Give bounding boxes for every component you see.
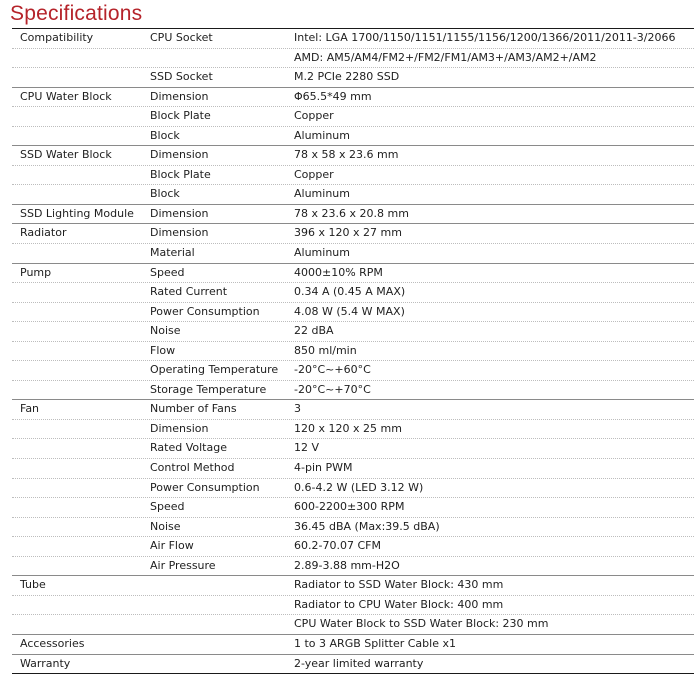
- spec-row: [12, 380, 694, 400]
- spec-value: 22 dBA: [294, 324, 334, 338]
- spec-label: Block: [150, 128, 180, 142]
- spec-section-label: [12, 518, 150, 537]
- spec-label: Flow: [150, 343, 176, 357]
- spec-section-label: [12, 439, 150, 458]
- spec-row: [12, 67, 694, 87]
- spec-label: [150, 635, 294, 654]
- spec-row: [12, 595, 694, 615]
- spec-group: [12, 576, 694, 635]
- spec-value: 12 V: [294, 441, 320, 455]
- spec-section-label: Compatibility: [20, 31, 94, 44]
- spec-label: [150, 596, 294, 615]
- spec-group: [12, 205, 694, 225]
- spec-row: [12, 302, 694, 322]
- spec-label: Block Plate: [150, 167, 211, 181]
- spec-label: Noise: [150, 324, 181, 338]
- spec-row: [12, 205, 694, 224]
- spec-label: Speed: [150, 500, 185, 514]
- spec-row: [12, 88, 694, 107]
- spec-value: 600-2200±300 RPM: [294, 500, 405, 514]
- spec-section-label: [12, 244, 150, 263]
- spec-label: Dimension: [150, 148, 209, 162]
- spec-section-label: [12, 49, 150, 68]
- spec-section-label: [12, 557, 150, 576]
- spec-section-label: Fan: [20, 402, 40, 416]
- spec-group: [12, 88, 694, 147]
- spec-section-label: [12, 283, 150, 302]
- spec-label: Air Flow: [150, 539, 194, 553]
- spec-row: [12, 341, 694, 361]
- spec-value: -20°C~+70°C: [294, 382, 371, 396]
- spec-label: Block Plate: [150, 109, 211, 123]
- spec-value: 36.45 dBA (Max:39.5 dBA): [294, 519, 440, 533]
- spec-value: 850 ml/min: [294, 343, 357, 357]
- spec-section-label: [12, 68, 150, 87]
- spec-row: [12, 106, 694, 126]
- spec-label: [150, 655, 294, 674]
- spec-label: [150, 576, 294, 595]
- specifications-table: [12, 28, 694, 674]
- spec-group: [12, 224, 694, 263]
- spec-value: 0.34 A (0.45 A MAX): [294, 285, 406, 299]
- spec-value: 2-year limited warranty: [294, 656, 424, 670]
- spec-row: [12, 576, 694, 595]
- spec-label: Dimension: [150, 226, 209, 240]
- spec-group: [12, 146, 694, 205]
- spec-row: [12, 497, 694, 517]
- spec-section-label: Tube: [20, 578, 46, 592]
- spec-row: [12, 635, 694, 654]
- spec-section-label: [12, 596, 150, 615]
- spec-section-label: CPU Water Block: [20, 89, 112, 103]
- spec-label: Speed: [150, 265, 185, 279]
- spec-row: [12, 282, 694, 302]
- spec-section-label: [12, 185, 150, 204]
- spec-section-label: SSD Lighting Module: [20, 206, 134, 220]
- spec-value: Intel: LGA 1700/1150/1151/1155/1156/1200/1366/2011/2011-3/2066: [294, 31, 676, 44]
- spec-value: 120 x 120 x 25 mm: [294, 421, 402, 435]
- spec-value: Copper: [294, 167, 334, 181]
- spec-group: [12, 264, 694, 401]
- page-title: Specifications: [10, 2, 143, 25]
- spec-group: [12, 655, 694, 674]
- spec-row: [12, 655, 694, 674]
- spec-label: Operating Temperature: [150, 363, 279, 377]
- spec-label: Dimension: [150, 206, 209, 220]
- spec-label: Rated Voltage: [150, 441, 227, 455]
- spec-row: [12, 478, 694, 498]
- spec-section-label: [12, 303, 150, 322]
- spec-row: [12, 556, 694, 576]
- spec-section-label: Warranty: [20, 656, 71, 670]
- spec-label: Block: [150, 187, 180, 201]
- spec-section-label: [12, 107, 150, 126]
- spec-value: AMD: AM5/AM4/FM2+/FM2/FM1/AM3+/AM3/AM2+/AM2: [294, 50, 597, 64]
- spec-row: [12, 165, 694, 185]
- spec-value: 60.2-70.07 CFM: [294, 539, 381, 553]
- spec-row: [12, 400, 694, 419]
- spec-row: [12, 438, 694, 458]
- spec-value: Φ65.5*49 mm: [294, 89, 372, 103]
- spec-label: Number of Fans: [150, 402, 237, 416]
- spec-group: [12, 400, 694, 576]
- spec-value: Radiator to SSD Water Block: 430 mm: [294, 578, 504, 592]
- spec-group: [12, 635, 694, 655]
- spec-value: Radiator to CPU Water Block: 400 mm: [294, 597, 504, 611]
- spec-label: Dimension: [150, 421, 209, 435]
- spec-label: SSD Socket: [150, 70, 213, 84]
- spec-label: Storage Temperature: [150, 382, 267, 396]
- spec-row: [12, 264, 694, 283]
- spec-value: Aluminum: [294, 246, 350, 260]
- spec-row: [12, 126, 694, 146]
- spec-section-label: [12, 322, 150, 341]
- spec-row: [12, 614, 694, 634]
- spec-value: M.2 PCIe 2280 SSD: [294, 70, 400, 84]
- spec-row: [12, 321, 694, 341]
- spec-label: Dimension: [150, 89, 209, 103]
- spec-section-label: [12, 166, 150, 185]
- spec-row: [12, 146, 694, 165]
- spec-value: Aluminum: [294, 128, 350, 142]
- spec-section-label: [12, 479, 150, 498]
- spec-section-label: Radiator: [20, 226, 67, 240]
- spec-label: Control Method: [150, 461, 235, 475]
- spec-label: CPU Socket: [150, 31, 213, 44]
- spec-label: Power Consumption: [150, 304, 260, 318]
- spec-value: -20°C~+60°C: [294, 363, 371, 377]
- spec-value: 1 to 3 ARGB Splitter Cable x1: [294, 636, 456, 650]
- spec-section-label: [12, 361, 150, 380]
- spec-section-label: [12, 127, 150, 146]
- spec-label: [150, 615, 294, 634]
- spec-value: 4.08 W (5.4 W MAX): [294, 304, 405, 318]
- spec-value: 78 x 58 x 23.6 mm: [294, 148, 399, 162]
- spec-value: 3: [294, 402, 301, 416]
- spec-row: [12, 536, 694, 556]
- spec-row: [12, 184, 694, 204]
- spec-value: 0.6-4.2 W (LED 3.12 W): [294, 480, 424, 494]
- spec-row: [12, 419, 694, 439]
- spec-section-label: Accessories: [20, 636, 85, 650]
- spec-section-label: Pump: [20, 265, 52, 279]
- spec-value: Copper: [294, 109, 334, 123]
- spec-label: Noise: [150, 519, 181, 533]
- spec-value: 396 x 120 x 27 mm: [294, 226, 402, 240]
- spec-section-label: [12, 498, 150, 517]
- spec-value: 2.89-3.88 mm-H2O: [294, 558, 400, 572]
- spec-label: Air Pressure: [150, 558, 216, 572]
- spec-value: 4-pin PWM: [294, 461, 353, 475]
- spec-value: 78 x 23.6 x 20.8 mm: [294, 206, 409, 220]
- spec-section-label: [12, 459, 150, 478]
- spec-section-label: [12, 537, 150, 556]
- spec-value: Aluminum: [294, 187, 350, 201]
- spec-section-label: [12, 342, 150, 361]
- spec-label: Power Consumption: [150, 480, 260, 494]
- spec-row: [12, 224, 694, 243]
- spec-row: [12, 517, 694, 537]
- spec-row: [12, 29, 694, 48]
- spec-group: [12, 29, 694, 88]
- spec-section-label: [12, 420, 150, 439]
- spec-section-label: SSD Water Block: [20, 148, 112, 162]
- spec-section-label: [12, 615, 150, 634]
- spec-row: [12, 243, 694, 263]
- spec-label: [150, 49, 294, 68]
- spec-row: [12, 360, 694, 380]
- spec-section-label: [12, 381, 150, 400]
- spec-row: [12, 48, 694, 68]
- spec-value: CPU Water Block to SSD Water Block: 230 mm: [294, 617, 549, 631]
- spec-value: 4000±10% RPM: [294, 265, 383, 279]
- spec-label: Material: [150, 246, 195, 260]
- spec-label: Rated Current: [150, 285, 228, 299]
- spec-row: [12, 458, 694, 478]
